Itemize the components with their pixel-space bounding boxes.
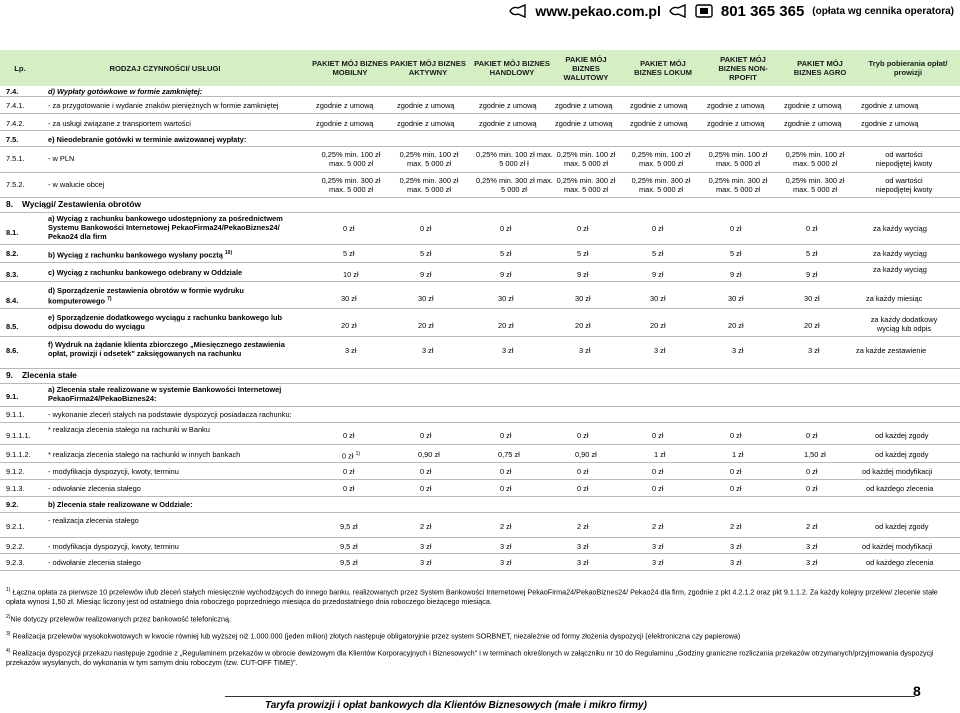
mode-cell xyxy=(858,176,950,194)
label-line: f) Wydruk na żądanie klienta zbiorczego „Miesięcznego zestawienia xyxy=(48,340,285,349)
label-text: b) Wyciąg z rachunku bankowego wysłany pocztą xyxy=(48,250,223,260)
label-line: odpisu dowodu do wyciągu xyxy=(48,322,145,332)
row-number: 8.2. xyxy=(6,249,19,258)
phone-note: (opłata wg cennika operatora) xyxy=(812,5,954,17)
value-line: max. 5 000 zł xyxy=(564,185,608,194)
value-cell xyxy=(628,176,694,194)
value-cell: 5 zł xyxy=(343,249,355,258)
value-cell: 30 zł xyxy=(341,294,357,303)
row-divider xyxy=(0,422,960,423)
value-cell: zgodnie z umową xyxy=(555,101,613,110)
value-cell: 3 zł xyxy=(654,346,666,355)
value-cell: 0 zł xyxy=(730,431,742,440)
value-line: 0,25% min. 300 zł xyxy=(631,176,691,185)
value-cell xyxy=(396,176,462,194)
row-label: - odwołanie zlecenia stałego xyxy=(48,558,141,567)
value-cell: 30 zł xyxy=(498,294,514,303)
mode-cell: za każdy miesiąc xyxy=(866,294,923,303)
footnote-number: 1) xyxy=(6,587,11,593)
label-line: komputerowego xyxy=(48,296,106,306)
value-cell: 5 zł xyxy=(806,249,818,258)
value-line: 0,25% min. 300 zł xyxy=(321,176,381,185)
header-rodzaj: RODZAJ CZYNNOŚCI/ USŁUGI xyxy=(109,63,221,73)
row-label: - w PLN xyxy=(48,154,75,163)
row-label xyxy=(48,385,281,404)
row-divider xyxy=(0,444,960,445)
row-divider xyxy=(0,537,960,538)
value-cell: 20 zł xyxy=(418,321,434,330)
section-title: d) Wypłaty gotówkowe w formie zamkniętej: xyxy=(48,87,203,96)
row-divider xyxy=(0,308,960,309)
value-cell: 30 zł xyxy=(575,294,591,303)
value-cell: 0,75 zł xyxy=(498,450,520,459)
value-cell xyxy=(342,450,360,460)
footnote-ref: 1) xyxy=(355,451,361,457)
value-cell: 1,50 zł xyxy=(804,450,826,459)
row-number: 8.6. xyxy=(6,346,19,355)
value-cell: 3 zł xyxy=(577,558,589,567)
row-divider xyxy=(0,130,960,131)
value-cell: 3 zł xyxy=(577,542,589,551)
value-line: 5 000 zł xyxy=(501,185,527,194)
header-lp: Lp. xyxy=(14,63,26,73)
value-line: max. 5 000 zł xyxy=(793,185,837,194)
value-cell: zgodnie z umową xyxy=(397,119,455,128)
value-cell: 9 zł xyxy=(730,270,742,279)
value-cell xyxy=(476,176,552,194)
value-cell: 0 zł xyxy=(343,484,355,493)
row-label xyxy=(48,249,232,259)
footnote xyxy=(6,647,946,667)
value-cell: 3 zł xyxy=(500,542,512,551)
mode-cell xyxy=(858,315,950,333)
value-cell: 10 zł xyxy=(343,270,359,279)
header-col-aktywny: PAKIET MÓJ BIZNES AKTYWNY xyxy=(390,59,466,77)
value-cell: 9 zł xyxy=(806,270,818,279)
value-cell: 20 zł xyxy=(575,321,591,330)
section-title: Zlecenia stałe xyxy=(22,370,77,380)
row-label: * realizacja zlecenia stałego na rachunki w innych bankach xyxy=(48,450,241,459)
mode-cell: od każdego zlecenia xyxy=(866,558,934,567)
value-cell: 3 zł xyxy=(808,346,820,355)
row-divider xyxy=(0,368,960,369)
row-label: - za usługi związane z transportem wartości xyxy=(48,119,191,128)
footnote-number: 2) xyxy=(6,614,11,620)
value-cell: 0 zł xyxy=(420,467,432,476)
row-divider xyxy=(0,262,960,263)
value-line: za każdy dodatkowy xyxy=(870,315,938,324)
row-label xyxy=(48,286,244,306)
horn-icon xyxy=(669,4,687,18)
row-label: * realizacja zlecenia stałego na rachunki w Banku xyxy=(48,425,210,434)
value-cell: 2 zł xyxy=(500,522,512,531)
value-cell: 2 zł xyxy=(730,522,742,531)
value-cell: 9,5 zł xyxy=(340,542,358,551)
row-label: - za przygotowanie i wydanie znaków pieniężnych w formie zamkniętej xyxy=(48,101,279,110)
website-link[interactable]: www.pekao.com.pl xyxy=(535,3,661,19)
value-cell: zgodnie z umową xyxy=(630,119,688,128)
value-line: od wartości xyxy=(885,176,923,185)
value-cell: zgodnie z umową xyxy=(861,119,919,128)
section-title: Wyciągi/ Zestawienia obrotów xyxy=(22,199,141,209)
value-cell: 0 zł xyxy=(500,484,512,493)
footnote-number: 3) xyxy=(6,631,11,637)
mode-cell: za każde zestawienie xyxy=(856,346,927,355)
value-cell: 0 zł xyxy=(343,431,355,440)
row-number: 8.1. xyxy=(6,228,19,237)
value-cell: 5 zł xyxy=(652,249,664,258)
row-number: 9.2.1. xyxy=(6,522,25,531)
value-cell: zgodnie z umową xyxy=(397,101,455,110)
row-divider xyxy=(0,553,960,554)
row-divider xyxy=(0,406,960,407)
value-cell xyxy=(628,150,694,168)
value-line: max. 5 000 zł xyxy=(329,159,373,168)
row-divider xyxy=(0,146,960,147)
row-number: 9.1.3. xyxy=(6,484,25,493)
value-cell: 30 zł xyxy=(728,294,744,303)
value-text: 0 zł xyxy=(342,451,354,461)
row-number: 7.5.2. xyxy=(6,180,25,189)
header-col-tryb: Tryb pobierania opłat/ prowizji xyxy=(868,59,948,77)
section-title: e) Nieodebranie gotówki w terminie awizowanej wypłaty: xyxy=(48,135,247,144)
top-bar xyxy=(0,0,960,22)
value-line: 0,25% min. 300 zł max. xyxy=(476,176,553,185)
value-cell: 0 zł xyxy=(652,224,664,233)
value-cell: 0 zł xyxy=(652,467,664,476)
value-cell: 3 zł xyxy=(422,346,434,355)
row-number: 7.4.1. xyxy=(6,101,25,110)
value-cell xyxy=(782,176,848,194)
value-cell: zgodnie z umową xyxy=(861,101,919,110)
value-cell: 30 zł xyxy=(650,294,666,303)
value-line: 0,25% min. 100 zł xyxy=(556,150,616,159)
value-cell: zgodnie z umową xyxy=(707,119,765,128)
value-cell: 3 zł xyxy=(420,558,432,567)
footer-divider xyxy=(225,696,915,697)
value-cell: 0,90 zł xyxy=(418,450,440,459)
label-line: Pekao24 dla firm xyxy=(48,232,107,242)
row-number: 9.2. xyxy=(6,500,19,509)
row-divider xyxy=(0,212,960,213)
row-label: - realizacja zlecenia stałego xyxy=(48,516,139,525)
value-cell: 3 zł xyxy=(806,558,818,567)
mode-cell: od każdej zgody xyxy=(875,431,929,440)
value-line: max. 5 000 zł xyxy=(716,185,760,194)
value-cell: 1 zł xyxy=(654,450,666,459)
mode-cell: od każdej modyfikacji xyxy=(862,542,933,551)
value-cell: 0 zł xyxy=(500,431,512,440)
value-line: niepodjętej kwoty xyxy=(875,185,933,194)
value-cell: 0 zł xyxy=(806,224,818,233)
value-cell: 3 zł xyxy=(806,542,818,551)
row-number: 9.2.2. xyxy=(6,542,25,551)
row-label: c) Wyciąg z rachunku bankowego odebrany w Oddziale xyxy=(48,268,243,277)
row-number: 9. xyxy=(6,370,13,380)
value-cell: 20 zł xyxy=(650,321,666,330)
mode-cell: od każdej zgody xyxy=(875,450,929,459)
row-divider xyxy=(0,96,960,97)
value-line: 0,25% min. 100 zł max. xyxy=(476,150,553,159)
value-cell: 0 zł xyxy=(420,484,432,493)
footnote-text: Nie dotyczy przelewów realizowanych przez bankowość telefoniczną. xyxy=(10,614,231,624)
mode-cell: za każdy wyciąg xyxy=(873,224,927,233)
row-number: 7.5. xyxy=(6,135,19,144)
mode-cell xyxy=(858,150,950,168)
value-cell: 30 zł xyxy=(804,294,820,303)
value-cell: 3 zł xyxy=(500,558,512,567)
value-cell: zgodnie z umową xyxy=(555,119,613,128)
value-cell: 2 zł xyxy=(652,522,664,531)
value-cell: 3 zł xyxy=(730,558,742,567)
row-number: 9.1.2. xyxy=(6,467,25,476)
value-cell: 0 zł xyxy=(730,484,742,493)
footnote xyxy=(6,586,946,606)
row-divider xyxy=(0,512,960,513)
value-cell: 0 zł xyxy=(806,467,818,476)
label-line: a) Wyciąg z rachunku bankowego udostępniony za pośrednictwem xyxy=(48,214,283,223)
section-title: b) Zlecenia stałe realizowane w Oddziale: xyxy=(48,500,193,509)
value-cell: 5 zł xyxy=(577,249,589,258)
value-cell: 0 zł xyxy=(730,224,742,233)
header-col-agro: PAKIET MÓJ BIZNES AGRO xyxy=(793,59,847,77)
row-divider xyxy=(0,197,960,198)
footnote-ref: 10) xyxy=(224,250,233,256)
value-line: max. 5 000 zł xyxy=(639,159,683,168)
row-number: 8. xyxy=(6,199,13,209)
value-cell: 3 zł xyxy=(730,542,742,551)
row-number: 9.1. xyxy=(6,392,19,401)
value-line: 5 000 zł ł xyxy=(499,159,529,168)
value-cell: 0 zł xyxy=(806,484,818,493)
mode-cell: za każdy wyciąg xyxy=(873,265,927,274)
row-label: - w walucie obcej xyxy=(48,180,105,189)
value-cell: 0 zł xyxy=(577,431,589,440)
mode-cell: od każdego zlecenia xyxy=(866,484,934,493)
value-cell xyxy=(705,150,771,168)
row-number: 9.2.3. xyxy=(6,558,25,567)
phone-number[interactable]: 801 365 365 xyxy=(720,2,805,20)
value-cell xyxy=(553,176,619,194)
value-line: 0,25% min. 100 zł xyxy=(785,150,845,159)
value-line: 0,25% min. 300 zł xyxy=(556,176,616,185)
value-cell: 3 zł xyxy=(345,346,357,355)
value-line: 0,25% min. 100 zł xyxy=(399,150,459,159)
label-line: d) Sporządzenie zestawienia obrotów w formie wydruku xyxy=(48,286,244,295)
row-divider xyxy=(0,383,960,384)
value-cell: 9,5 zł xyxy=(340,522,358,531)
label-line: e) Sporządzenie dodatkowego wyciągu z rachunku bankowego lub xyxy=(48,313,283,322)
value-cell: zgodnie z umową xyxy=(784,119,842,128)
value-cell: 3 zł xyxy=(502,346,514,355)
row-label xyxy=(48,214,283,242)
value-line: 0,25% min. 100 zł xyxy=(631,150,691,159)
row-divider xyxy=(0,172,960,173)
value-cell: 0 zł xyxy=(343,467,355,476)
footnote-number: 4) xyxy=(6,648,11,654)
row-divider xyxy=(0,462,960,463)
value-cell: 2 zł xyxy=(420,522,432,531)
value-cell: 3 zł xyxy=(420,542,432,551)
row-label: - odwołanie zlecenia stałego xyxy=(48,484,141,493)
value-cell: 5 zł xyxy=(730,249,742,258)
value-cell: zgodnie z umową xyxy=(707,101,765,110)
value-cell: zgodnie z umową xyxy=(316,119,374,128)
row-label: - modyfikacja dyspozycji, kwoty, terminu xyxy=(48,467,179,476)
footnote-text: Realizacja przelewów wysokokwotowych w kwocie równiej lub wyższej niż 1.000.000 (jeden milion) złotych następuje obligatoryjnie przez system SORBNET, niezależnie od formy złożenia dyspozycji (elektroniczna czy papierowa) xyxy=(12,631,741,641)
row-number: 9.1.1.2. xyxy=(6,450,31,459)
phone-icon xyxy=(695,4,713,18)
value-cell: 9 zł xyxy=(420,270,432,279)
header-col-walutowy: PAKIE MÓJ BIZNES WALUTOWY xyxy=(563,54,609,82)
row-divider xyxy=(0,336,960,337)
row-number: 9.1.1. xyxy=(6,410,25,419)
value-line: max. 5 000 zł xyxy=(716,159,760,168)
row-divider xyxy=(0,281,960,282)
value-cell: 0 zł xyxy=(420,224,432,233)
header-col-nonprofit: PAKIET MÓJ BIZNES NON-RPOFIT xyxy=(718,54,768,82)
row-label xyxy=(48,340,285,359)
page-number: 8 xyxy=(913,683,921,699)
row-number: 7.4.2. xyxy=(6,119,25,128)
header-col-mobilny: PAKIET MÓJ BIZNES MOBILNY xyxy=(312,59,388,77)
value-line: 0,25% min. 300 zł xyxy=(399,176,459,185)
value-cell xyxy=(705,176,771,194)
value-line: 0,25% min. 300 zł xyxy=(708,176,768,185)
footnote-text: Realizacja dyspozycji przekazu następuje zgodnie z „Regulaminem przekazów w obrocie dewizowym dla Klientów Korporacyjnych i Biznesowych" i w terminach określonych w załączniku nr 10 do Regulaminu „Godziny graniczne rozliczania przekazów otrzymanych/przyjmowania dyspozycji przekazów wysyłanych, do wykonania w tym samym dniu roboczym (tzw. CUT-OFF TIME)". xyxy=(6,648,934,667)
value-cell: 0 zł xyxy=(343,224,355,233)
header-col-lokum: PAKIET MÓJ BIZNES LOKUM xyxy=(634,59,692,77)
row-divider xyxy=(0,244,960,245)
value-cell: 20 zł xyxy=(804,321,820,330)
value-cell: 0 zł xyxy=(577,467,589,476)
value-cell: 20 zł xyxy=(728,321,744,330)
row-number: 8.4. xyxy=(6,296,19,305)
row-divider xyxy=(0,570,960,571)
value-cell: 9 zł xyxy=(652,270,664,279)
value-cell: 0 zł xyxy=(500,467,512,476)
footnote xyxy=(6,613,946,624)
value-cell: 3 zł xyxy=(579,346,591,355)
value-cell: zgodnie z umową xyxy=(630,101,688,110)
value-cell: 20 zł xyxy=(498,321,514,330)
value-cell: 0 zł xyxy=(730,467,742,476)
value-cell xyxy=(782,150,848,168)
mode-cell: za każdy wyciąg xyxy=(873,249,927,258)
value-cell xyxy=(318,150,384,168)
value-cell: zgodnie z umową xyxy=(784,101,842,110)
value-cell: 3 zł xyxy=(652,558,664,567)
value-line: max. 5 000 zł xyxy=(329,185,373,194)
value-cell: 0 zł xyxy=(652,431,664,440)
value-cell xyxy=(476,150,552,168)
value-cell: 2 zł xyxy=(806,522,818,531)
row-number: 7.5.1. xyxy=(6,154,25,163)
footnote-ref: 7) xyxy=(107,296,112,303)
value-line: max. 5 000 zł xyxy=(407,159,451,168)
footer-title: Taryfa prowizji i opłat bankowych dla Klientów Biznesowych (małe i mikro firmy) xyxy=(265,700,647,711)
label-line: opłat, prowizji i odsetek" zaksięgowanych na rachunku xyxy=(48,349,242,359)
value-cell: 9 zł xyxy=(500,270,512,279)
value-cell xyxy=(553,150,619,168)
value-cell: 3 zł xyxy=(652,542,664,551)
value-cell: 2 zł xyxy=(577,522,589,531)
row-label: - modyfikacja dyspozycji, kwoty, terminu xyxy=(48,542,179,551)
row-divider xyxy=(0,113,960,114)
value-line: max. 5 000 zł xyxy=(639,185,683,194)
value-cell: 0 zł xyxy=(577,224,589,233)
horn-icon xyxy=(509,4,527,18)
mode-cell: od każdej modyfikacji xyxy=(862,467,933,476)
row-label: - wykonanie zleceń stałych na podstawie dyspozycji posiadacza rachunku: xyxy=(48,410,292,419)
value-cell: 0 zł xyxy=(577,484,589,493)
value-cell: 3 zł xyxy=(732,346,744,355)
row-divider xyxy=(0,496,960,497)
table-header xyxy=(0,50,960,86)
value-cell: 1 zł xyxy=(732,450,744,459)
row-number: 8.5. xyxy=(6,322,19,331)
row-number: 7.4. xyxy=(6,87,19,96)
value-line: max. 5 000 zł xyxy=(793,159,837,168)
value-cell: 0 zł xyxy=(420,431,432,440)
value-line: max. 5 000 zł xyxy=(407,185,451,194)
footnote-text: Łączna opłata za pierwsze 10 przelewów i/lub zleceń stałych miesięcznie wychodzących do innego banku, realizowanych przez System Bankowości Internetowej PekaoFirma24/PekaoBiznes24/ Pekao24 dla firm, zgodnie z pkt 4.2.1.2 oraz pkt 9.1.1.2. Za każdy kolejny przelew/ zlecenie stałe opłata wynosi 1,50 zł. Miesiąc liczony jest od ostatniego dnia roboczego poprzedniego miesiąca do przedostatniego dnia roboczego bieżącego miesiąca. xyxy=(6,587,938,606)
value-cell: zgodnie z umową xyxy=(316,101,374,110)
value-cell: 9 zł xyxy=(577,270,589,279)
value-line: wyciąg lub odpis xyxy=(876,324,932,333)
value-line: 0,25% min. 100 zł xyxy=(708,150,768,159)
value-cell: 30 zł xyxy=(418,294,434,303)
value-cell xyxy=(396,150,462,168)
value-cell: 20 zł xyxy=(341,321,357,330)
row-divider xyxy=(0,479,960,480)
value-line: 0,25% min. 300 zł xyxy=(785,176,845,185)
header-col-handlowy: PAKIET MÓJ BIZNES HANDLOWY xyxy=(474,59,550,77)
value-cell: zgodnie z umową xyxy=(479,119,537,128)
label-line: a) Zlecenia stałe realizowane w systemie Bankowości Internetowej xyxy=(48,385,282,394)
mode-cell: od każdej zgody xyxy=(875,522,929,531)
row-number: 8.3. xyxy=(6,270,19,279)
value-cell: zgodnie z umową xyxy=(479,101,537,110)
value-line: niepodjętej kwoty xyxy=(875,159,933,168)
row-number: 9.1.1.1. xyxy=(6,431,31,440)
value-cell xyxy=(318,176,384,194)
value-line: od wartości xyxy=(885,150,923,159)
row-label xyxy=(48,313,282,332)
value-cell: 5 zł xyxy=(420,249,432,258)
value-cell: 0 zł xyxy=(500,224,512,233)
value-line: max. 5 000 zł xyxy=(564,159,608,168)
value-cell: 9,5 zł xyxy=(340,558,358,567)
value-cell: 0 zł xyxy=(652,484,664,493)
value-cell: 0,90 zł xyxy=(575,450,597,459)
label-line: PekaoFirma24/PekaoBiznes24: xyxy=(48,394,157,404)
footnote xyxy=(6,630,946,641)
value-line: 0,25% min. 100 zł xyxy=(321,150,381,159)
label-line: Systemu Bankowości Internetowej PekaoFirma24/PekaoBiznes24/ xyxy=(48,223,280,233)
value-cell: 5 zł xyxy=(500,249,512,258)
value-cell: 0 zł xyxy=(806,431,818,440)
